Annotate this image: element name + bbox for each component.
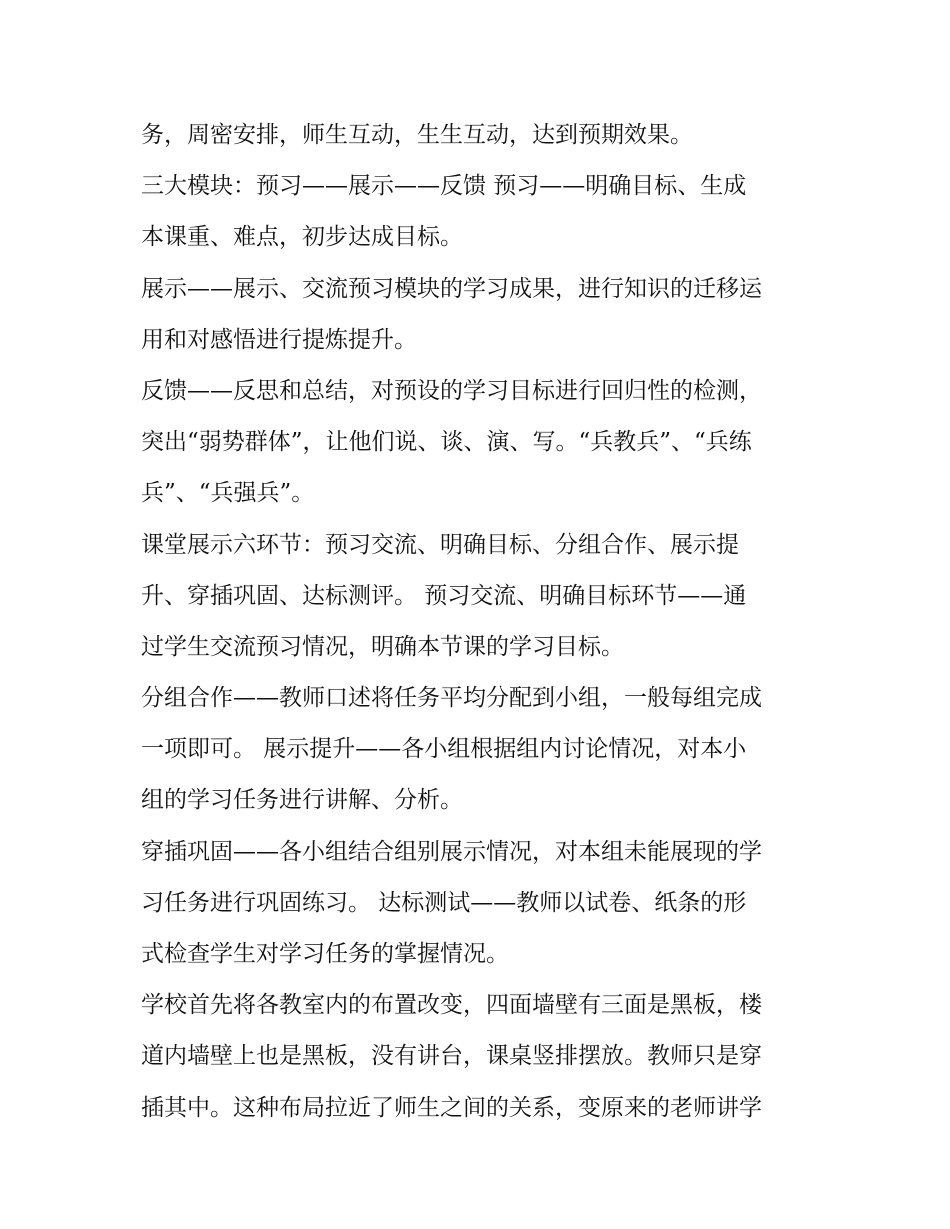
text-line: 过学生交流预习情况，明确本节课的学习目标。 (141, 633, 624, 660)
text-line: 升、穿插巩固、达标测评。 预习交流、明确目标环节——通 (141, 582, 747, 609)
text-line: 插其中。这种布局拉近了师生之间的关系，变原来的老师讲学 (141, 1094, 762, 1121)
text-line: 习任务进行巩固练习。 达标测试——教师以试卷、纸条的形 (141, 889, 747, 916)
text-line: 道内墙壁上也是黑板，没有讲台，课桌竖排摆放。教师只是穿 (141, 1043, 762, 1070)
text-line: 组的学习任务进行讲解、分析。 (141, 787, 463, 814)
text-line: 三大模块：预习——展示——反馈 预习——明确目标、生成 (141, 173, 747, 200)
body-text (141, 110, 821, 1134)
text-line: 反馈——反思和总结，对预设的学习目标进行回归性的检测， (141, 377, 762, 404)
text-line: 兵”、“兵强兵”。 (141, 480, 315, 507)
text-line: 本课重、难点，初步达成目标。 (141, 224, 463, 251)
text-line: 突出“弱势群体”，让他们说、谈、演、写。“兵教兵”、“兵练 (141, 429, 752, 456)
text-line: 一项即可。 展示提升——各小组根据组内讨论情况，对本小 (141, 736, 747, 763)
text-line: 用和对感悟进行提炼提升。 (141, 326, 417, 353)
text-line: 课堂展示六环节：预习交流、明确目标、分组合作、展示提 (141, 531, 739, 558)
text-line: 务，周密安排，师生互动，生生互动，达到预期效果。 (141, 122, 693, 148)
text-line: 分组合作——教师口述将任务平均分配到小组，一般每组完成 (141, 685, 762, 712)
text-line: 式检查学生对学习任务的掌握情况。 (141, 941, 509, 967)
text-line: 展示——展示、交流预习模块的学习成果，进行知识的迁移运 (141, 275, 762, 302)
text-line: 学校首先将各教室内的布置改变，四面墙壁有三面是黑板，楼 (141, 992, 762, 1019)
text-line: 穿插巩固——各小组结合组别展示情况，对本组未能展现的学 (141, 838, 762, 865)
